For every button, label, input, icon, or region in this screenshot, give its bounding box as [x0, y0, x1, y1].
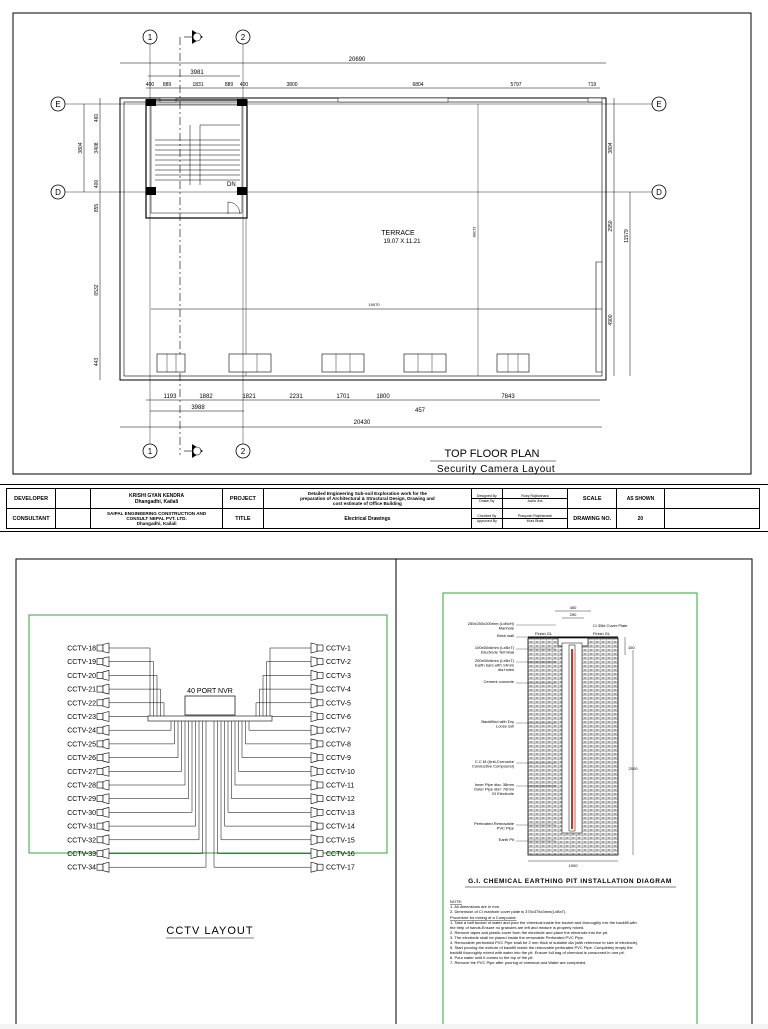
- grid-label-e-right: E: [656, 100, 662, 109]
- camera-icon: [97, 645, 103, 651]
- camera-lens-icon: [103, 657, 109, 667]
- note-line: 3. The electrode shall be placed inside the removable Perforated PVC Pipe.: [450, 935, 585, 940]
- camera-icon: [97, 851, 103, 857]
- dim-top-part: 400: [239, 82, 249, 88]
- details-sheet: [0, 545, 768, 1024]
- note-line: Procedure for mixing of a Compound:: [450, 915, 517, 920]
- cctv-camera-label: CCTV-17: [326, 864, 355, 872]
- camera-lens-icon: [103, 684, 109, 694]
- drawn-by-label: Drawn By: [479, 499, 495, 503]
- cctv-camera-label: CCTV-21: [67, 686, 96, 694]
- note-line: 6. Pour water until it comes to the top of the pit.: [450, 955, 534, 960]
- dim-bottom-part: 2231: [289, 394, 303, 400]
- cctv-camera-label: CCTV-18: [67, 645, 96, 653]
- cctv-camera-label: CCTV-34: [67, 864, 96, 872]
- dim-inner-height: 11356: [472, 226, 477, 238]
- dim-bottom-overall: 20430: [353, 420, 371, 426]
- earthing-label: dia holes: [497, 667, 514, 673]
- camera-wire: [235, 721, 311, 785]
- camera-lens-icon: [311, 684, 317, 694]
- cctv-camera-label: CCTV-24: [67, 727, 96, 735]
- camera-icon: [97, 837, 103, 843]
- camera-icon: [97, 823, 103, 829]
- camera-icon: [97, 796, 103, 802]
- dim-bottom-part: 1821: [242, 394, 256, 400]
- camera-lens-icon: [103, 766, 109, 776]
- camera-icon: [97, 755, 103, 761]
- cctv-camera-label: CCTV-9: [326, 755, 351, 763]
- camera-wire: [270, 648, 311, 721]
- camera-icon: [317, 727, 323, 733]
- terrace-label: TERRACE: [381, 230, 415, 237]
- cctv-camera-label: CCTV-5: [326, 700, 351, 708]
- developer-label: DEVELOPER: [7, 489, 56, 509]
- project-value: Detailed Engineering Sub-soil Exploration work for the preparation of Architectural & Structural Design, Drawing and cost estimate of Office Building: [263, 489, 471, 509]
- cctv-camera-label: CCTV-23: [67, 714, 96, 721]
- developer-value: KRISHI GYAN KENDRA Dhangadhi, Kailali: [91, 489, 223, 509]
- earthing-label: Inner Pipe dia= 38mm: [474, 782, 514, 787]
- camera-wire: [239, 721, 312, 771]
- earthing-title: G.I. CHEMICAL EARTHING PIT INSTALLATION DIAGRAM: [468, 878, 672, 885]
- cctv-left-cameras: [67, 643, 109, 872]
- cctv-camera-label: CCTV-4: [326, 686, 351, 694]
- cctv-right-cameras: [311, 643, 355, 872]
- camera-wire: [109, 721, 199, 840]
- title-block-table: [6, 488, 760, 529]
- camera-icon: [97, 659, 103, 665]
- dim-left: 855: [94, 203, 100, 213]
- earthing-notes: [450, 899, 638, 965]
- camera-icon: [317, 851, 323, 857]
- cctv-camera-label: CCTV-6: [326, 714, 351, 721]
- grid-label-1-bottom: 1: [147, 447, 153, 456]
- note-line: the help of hands.Ensure no granules are left and mixture is properly mixed.: [450, 925, 585, 930]
- camera-wire: [242, 721, 311, 758]
- camera-wire: [109, 721, 196, 826]
- cctv-title: CCTV LAYOUT: [166, 925, 254, 937]
- dim-bottom-sub: 3988: [191, 405, 205, 411]
- approved-by-label: Approved By: [476, 519, 497, 523]
- dim-bottom-part: 7843: [501, 394, 515, 400]
- dim-bottom-part: 1701: [336, 394, 350, 400]
- dim-left: 3804: [78, 142, 84, 154]
- scale-label: SCALE: [568, 489, 617, 509]
- dim-depth: 2000: [628, 766, 638, 771]
- camera-lens-icon: [311, 807, 317, 817]
- dim-top: 450: [569, 605, 577, 610]
- title-block: [0, 484, 768, 532]
- earthing-label: Perforated Removable: [473, 821, 514, 826]
- camera-icon: [317, 809, 323, 815]
- cctv-camera-label: CCTV-29: [67, 796, 96, 804]
- camera-icon: [97, 782, 103, 788]
- designed-by-label: Designed By: [472, 494, 502, 499]
- camera-wire: [109, 721, 189, 799]
- camera-icon: [317, 782, 323, 788]
- camera-lens-icon: [311, 739, 317, 749]
- note-line: 2. Remove tapes and plastic cover from the electrode and place the electrode into the pit.: [450, 930, 609, 935]
- plan-title: TOP FLOOR PLAN: [444, 448, 540, 460]
- camera-lens-icon: [311, 753, 317, 763]
- camera-icon: [317, 823, 323, 829]
- stair-dn-label: DN: [227, 182, 236, 188]
- camera-lens-icon: [311, 849, 317, 859]
- camera-icon: [317, 755, 323, 761]
- earthing-label: 250x250x200mm (LxBxH): [467, 621, 514, 626]
- dim-right-small: 150: [628, 645, 635, 650]
- camera-wire: [246, 721, 312, 744]
- camera-lens-icon: [311, 712, 317, 722]
- camera-icon: [97, 727, 103, 733]
- project-label: PROJECT: [222, 489, 263, 509]
- camera-wire: [109, 721, 182, 771]
- camera-icon: [317, 837, 323, 843]
- cctv-camera-label: CCTV-1: [326, 645, 351, 653]
- camera-icon: [97, 700, 103, 706]
- cctv-camera-label: CCTV-19: [67, 659, 96, 667]
- cctv-camera-label: CCTV-22: [67, 700, 96, 708]
- dim-top-part: 719: [587, 82, 597, 88]
- earthing-label: Earth Pit: [498, 837, 514, 842]
- camera-icon: [97, 686, 103, 692]
- note-line: 7. Remove the PVC Pipe after pouring of chemical and Water are completed.: [450, 960, 587, 965]
- cctv-camera-label: CCTV-10: [326, 768, 355, 776]
- drawn-by: Aaria Jha: [527, 499, 543, 503]
- camera-icon: [97, 741, 103, 747]
- cctv-camera-label: CCTV-14: [326, 823, 355, 831]
- camera-lens-icon: [311, 780, 317, 790]
- dim-left: 6532: [94, 284, 100, 296]
- grid-label-1-top: 1: [147, 33, 153, 42]
- camera-lens-icon: [311, 766, 317, 776]
- cover-plate-label: Ci 30kt Cover Plate: [593, 623, 628, 628]
- dim-top-part: 889: [224, 82, 234, 88]
- cctv-camera-label: CCTV-27: [67, 768, 96, 776]
- camera-icon: [317, 686, 323, 692]
- camera-icon: [317, 768, 323, 774]
- plan-subtitle: Security Camera Layout: [436, 464, 556, 475]
- dim-top-part: 6804: [412, 82, 424, 88]
- earthing-label: 100x50x6mm (LxBxT): [474, 645, 514, 650]
- checked-by-label: Checked By: [472, 514, 502, 519]
- camera-lens-icon: [311, 698, 317, 708]
- finish-gl-left: Finish GL: [535, 631, 553, 636]
- note-line: 1. Take a half bucket of water and pour the chemical inside the bucket and thoroughly mix the backfill with: [450, 920, 637, 925]
- camera-icon: [97, 768, 103, 774]
- cctv-camera-label: CCTV-33: [67, 851, 96, 858]
- dim-bottom: 1000: [568, 863, 578, 868]
- camera-wire: [109, 721, 175, 744]
- earthing-label: Outer Pipe dia= 76mm: [473, 786, 514, 792]
- camera-lens-icon: [311, 670, 317, 680]
- earthing-label: 200x50x6mm (LxBxT): [474, 658, 514, 663]
- dim-inner-width: 19070: [368, 302, 380, 307]
- camera-icon: [97, 809, 103, 815]
- grid-label-2-bottom: 2: [240, 447, 246, 456]
- cctv-camera-label: CCTV-11: [326, 782, 355, 790]
- grid-label-2-top: 2: [240, 33, 246, 42]
- camera-icon: [317, 864, 323, 870]
- camera-lens-icon: [103, 821, 109, 831]
- cctv-camera-label: CCTV-3: [326, 672, 351, 680]
- camera-wire: [109, 721, 178, 758]
- cctv-camera-label: CCTV-16: [326, 851, 355, 858]
- camera-icon: [317, 645, 323, 651]
- grid-label-d-right: D: [656, 188, 662, 197]
- cctv-camera-label: CCTV-12: [326, 796, 355, 804]
- drawing-no-label: DRAWING NO.: [568, 509, 617, 529]
- earthing-label: GI Electrode: [491, 791, 514, 797]
- camera-lens-icon: [103, 739, 109, 749]
- cctv-camera-label: CCTV-26: [67, 755, 96, 763]
- grid-label-e-left: E: [55, 100, 61, 109]
- dim-left: 3408: [94, 142, 100, 154]
- note-line: 2. Dimension of CI manhole cover plate is 375x375x3mm(LxBxT).: [450, 909, 567, 914]
- dim-top-sub: 3981: [190, 70, 204, 76]
- dim-right: 3804: [608, 142, 614, 154]
- dim-top-part: 5797: [510, 82, 522, 88]
- dim-bottom-part: 1193: [163, 394, 177, 400]
- cctv-camera-label: CCTV-25: [67, 741, 96, 749]
- dim-top-inner: 250: [569, 612, 577, 617]
- camera-wire: [109, 721, 206, 867]
- cctv-camera-label: CCTV-7: [326, 727, 351, 735]
- earthing-label: Conductive Compound): [471, 763, 514, 769]
- dim-top-part: 889: [162, 82, 172, 88]
- approved-by: Muni Bhatt: [526, 519, 544, 523]
- camera-icon: [317, 796, 323, 802]
- dim-right: 4900: [608, 314, 614, 326]
- cctv-camera-label: CCTV-8: [326, 741, 351, 749]
- camera-wire: [267, 662, 312, 721]
- earthing-label: Brick wall: [497, 633, 514, 638]
- earthing-label: Manhole: [498, 625, 514, 631]
- camera-icon: [317, 714, 323, 720]
- note-line: 1. All dimensions are in mm.: [450, 904, 501, 909]
- earthing-label: Earth bars with 14mm: [475, 662, 514, 668]
- dim-top-overall: 20690: [348, 57, 366, 63]
- cctv-camera-label: CCTV-13: [326, 809, 355, 817]
- camera-wire: [109, 648, 150, 721]
- camera-lens-icon: [103, 794, 109, 804]
- nvr-box: [185, 696, 235, 715]
- title-value: Electrical Drawings: [263, 509, 471, 529]
- gi-electrode: [571, 649, 573, 829]
- camera-lens-icon: [103, 807, 109, 817]
- dim-left: 443: [94, 357, 100, 367]
- note-line: 5. Start pouring the mixture of backfill inside the removable perforated PVC Pipe. Completely empty the: [450, 945, 633, 950]
- camera-icon: [317, 700, 323, 706]
- camera-wire: [214, 721, 311, 867]
- drawing-no-value: 20: [617, 509, 664, 529]
- dim-right: 11579: [624, 229, 630, 243]
- note-line: 4. Removable perforated PVC Pipe shall be 2 mm thick of suitable dia (with reference to size of electrode).: [450, 940, 639, 945]
- checked-by: Prasyosh Rajbhandari: [503, 514, 567, 519]
- earthing-label: PVC Pipe: [496, 825, 514, 831]
- designed-by: Ruby Rajbanhara: [503, 494, 567, 499]
- scale-value: AS SHOWN: [617, 489, 664, 509]
- cctv-camera-label: CCTV-30: [67, 809, 96, 817]
- title-label: TITLE: [222, 509, 263, 529]
- camera-lens-icon: [103, 712, 109, 722]
- camera-lens-icon: [311, 794, 317, 804]
- dim-top-part: 400: [145, 82, 155, 88]
- camera-lens-icon: [103, 698, 109, 708]
- camera-wire: [109, 721, 185, 785]
- camera-lens-icon: [311, 835, 317, 845]
- note-line: NOTE:: [450, 899, 463, 904]
- camera-lens-icon: [311, 862, 317, 872]
- cctv-camera-label: CCTV-15: [326, 837, 355, 845]
- camera-lens-icon: [103, 862, 109, 872]
- camera-lens-icon: [311, 821, 317, 831]
- cctv-camera-label: CCTV-28: [67, 782, 96, 790]
- door-swing: [228, 202, 240, 214]
- terrace-size: 19.07 X 11.21: [383, 239, 421, 245]
- camera-lens-icon: [103, 643, 109, 653]
- nvr-label: 40 PORT NVR: [187, 688, 233, 695]
- dim-left: 460: [94, 113, 100, 123]
- camera-lens-icon: [103, 849, 109, 859]
- earthing-label: C.C.M (Anti-Corrosive: [474, 759, 514, 764]
- note-line: backfill thoroughly mixed with water into the pit. Ensure full bag of chemical is consumed in one pit.: [450, 950, 625, 955]
- dim-bottom-part: 1800: [376, 394, 390, 400]
- camera-lens-icon: [311, 725, 317, 735]
- dim-bottom-small: 457: [414, 408, 426, 414]
- camera-wire: [249, 721, 311, 730]
- earthing-label: Loose soil: [495, 723, 514, 729]
- camera-icon: [317, 672, 323, 678]
- grid-label-d-left: D: [55, 188, 61, 197]
- consultant-value: SAIPAL ENGINEERING CONSTRUCTION AND CONSULT NEPAL PVT. LTD. Dhangadhi, Kailali: [91, 509, 223, 529]
- cctv-wiring: [109, 648, 311, 867]
- finish-gl-right: Finish GL: [593, 631, 611, 636]
- earthing-label: Electrode Terminal: [480, 649, 514, 655]
- camera-lens-icon: [103, 753, 109, 763]
- camera-wire: [232, 721, 312, 799]
- camera-icon: [317, 741, 323, 747]
- camera-icon: [97, 714, 103, 720]
- dim-bottom-part: 1882: [199, 394, 213, 400]
- camera-icon: [317, 659, 323, 665]
- dim-right: 2950: [608, 220, 614, 232]
- cctv-camera-label: CCTV-31: [67, 823, 96, 831]
- camera-lens-icon: [103, 780, 109, 790]
- camera-lens-icon: [103, 670, 109, 680]
- dim-top-part: 1831: [192, 82, 204, 88]
- consultant-label: CONSULTANT: [7, 509, 56, 529]
- camera-wire: [221, 721, 311, 840]
- camera-lens-icon: [103, 725, 109, 735]
- camera-wire: [109, 721, 171, 730]
- cctv-camera-label: CCTV-20: [67, 672, 96, 680]
- dim-top-part: 3800: [286, 82, 298, 88]
- camera-icon: [97, 672, 103, 678]
- camera-lens-icon: [311, 657, 317, 667]
- earthing-label: Cement concrete: [483, 679, 514, 684]
- earthing-label: Backfilled with Dry: [481, 719, 514, 724]
- camera-lens-icon: [311, 643, 317, 653]
- nvr-bus-bar: [148, 716, 272, 721]
- camera-wire: [225, 721, 312, 826]
- dim-left: 400: [94, 179, 100, 189]
- camera-wire: [109, 662, 154, 721]
- cctv-camera-label: CCTV-32: [67, 837, 96, 845]
- camera-lens-icon: [103, 835, 109, 845]
- details-drawing: [0, 545, 768, 1024]
- camera-icon: [97, 864, 103, 870]
- cctv-camera-label: CCTV-2: [326, 659, 351, 667]
